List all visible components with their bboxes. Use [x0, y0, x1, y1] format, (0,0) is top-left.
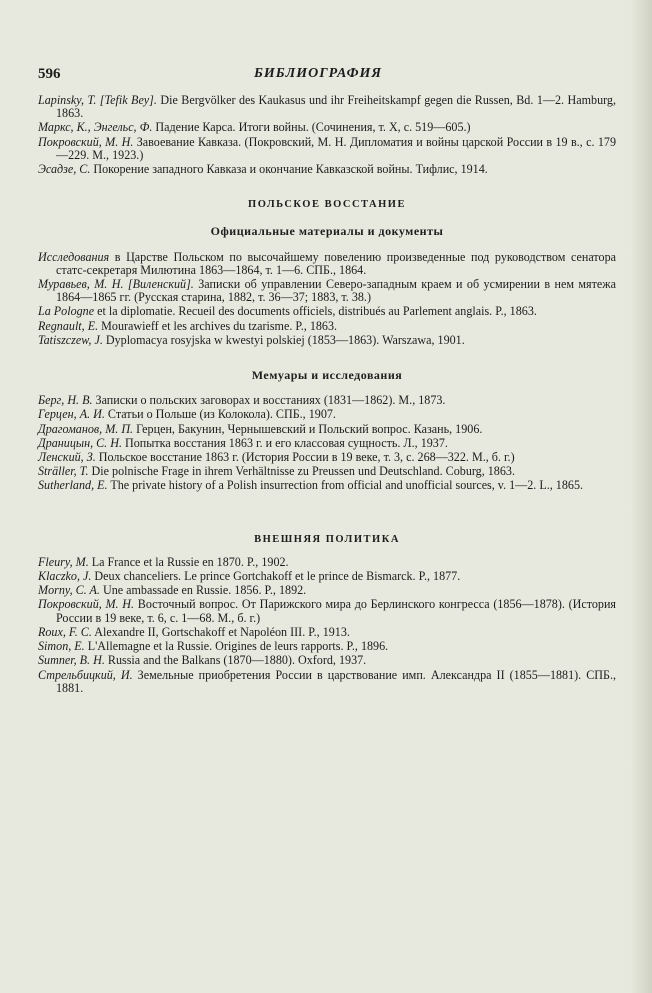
bibliography-entry [38, 626, 616, 639]
official-entries [38, 251, 616, 347]
bibliography-entry [38, 394, 616, 407]
bibliography-entry [38, 479, 616, 492]
bibliography-entry [38, 408, 616, 421]
entry-text: в Царстве Польском по высочайшему повелению произведенные под руководством сенатора статс-секретаря Милютина 1863—1864, т. 1—6. СПБ., 1864. [56, 249, 616, 277]
entry-text: Восточный вопрос. От Парижского мира до Берлинского конгресса (1856—1878). (История России в 19 веке, т. 6, с. 1—68. М., б. г.) [56, 597, 616, 625]
section-title-polish-uprising: ПОЛЬСКОЕ ВОССТАНИЕ [248, 199, 406, 211]
entry-text: Покорение западного Кавказа и окончание Кавказской войны. Тифлис, 1914. [90, 162, 488, 177]
entry-author: Берг, Н. В. [38, 393, 93, 408]
bibliography-entry [38, 423, 616, 436]
entry-text: Alexandre II, Gortschakoff et Napoléon III. P., 1913. [91, 624, 350, 639]
entry-author: Маркс, К., Энгельс, Ф. [38, 120, 153, 135]
section-title-foreign-policy: ВНЕШНЯЯ ПОЛИТИКА [254, 533, 400, 545]
entry-author: Драгоманов, М. П. [38, 421, 134, 436]
page-edge-shadow [630, 0, 652, 993]
bibliography-entry [38, 305, 616, 318]
bibliography-entry [38, 451, 616, 464]
bibliography-entry [38, 334, 616, 347]
entry-author: Муравьев, М. Н. [Виленский]. [38, 277, 194, 292]
bibliography-entry [38, 136, 616, 162]
entry-author: Roux, F. C. [38, 624, 92, 639]
bibliography-content [38, 94, 616, 696]
entry-text: Завоевание Кавказа. (Покровский, М. Н. Дипломатия и войны царской России в 19 в., с. 179—229. М., 1923.) [56, 134, 616, 162]
subsection-title-official: Официальные материалы и документы [210, 224, 444, 239]
bibliography-entry [38, 465, 616, 478]
entry-text: Попытка восстания 1863 г. и его классовая сущность. Л., 1937. [122, 435, 448, 450]
entry-text: Die polnische Frage in ihrem Verhältnisse zu Preussen und Deutschland. Coburg, 1863. [88, 464, 515, 479]
entry-author: Стрельбицкий, И. [38, 667, 133, 682]
entry-author: Покровский, М. Н. [38, 134, 134, 149]
entry-author: La Pologne [38, 304, 95, 319]
entry-text: Mourawieff et les archives du tzarisme. P., 1863. [98, 318, 338, 333]
entry-text: Земельные приобретения России в царствование имп. Александра II (1855—1881). СПБ., 1881. [56, 667, 617, 695]
bibliography-entry [38, 669, 616, 695]
entry-text: The private history of a Polish insurrection from official and unofficial sources, v. 1—2. L., 1865. [107, 478, 584, 493]
entry-text: Dyplomacya rosyjska w kwestyi polskiej (1853—1863). Warszawa, 1901. [102, 332, 465, 347]
bibliography-entry [38, 570, 616, 583]
entry-text: Russia and the Balkans (1870—1880). Oxford, 1937. [104, 653, 367, 668]
page-number: 596 [38, 66, 61, 82]
entry-author: Klaczko, J. [38, 569, 92, 584]
memoir-entries [38, 394, 616, 492]
entry-text: Герцен, Бакунин, Чернышевский и Польский вопрос. Казань, 1906. [133, 421, 483, 436]
bibliography-entry [38, 654, 616, 667]
bibliography-entry [38, 556, 616, 569]
entry-text: Deux chanceliers. Le prince Gortchakoff et le prince de Bismarck. P., 1877. [91, 569, 461, 584]
entry-author: Герцен, А. И. [38, 407, 105, 422]
subsection-title-memoirs: Мемуары и исследования [251, 368, 403, 383]
entry-author: Tatiszczew, J. [38, 332, 103, 347]
entry-author: Morny, C. A. [38, 583, 100, 598]
entry-text: Статьи о Польше (из Колокола). СПБ., 1907. [104, 407, 336, 422]
entry-author: Fleury, M. [38, 554, 89, 569]
entry-text: Записки об управлении Северо-западным краем и об усмирении в нем мятежа 1864—1865 гг. (Русская старина, 1882, т. 36—37; 1883, т. 38.) [56, 277, 616, 305]
bibliography-entry [38, 278, 616, 304]
entry-author: Исследования [38, 249, 110, 264]
bibliography-entry [38, 94, 616, 120]
entry-text: L'Allemagne et la Russie. Origines de leurs rapports. P., 1896. [84, 639, 389, 654]
entry-author: Lapinsky, T. [Tefik Bey]. [38, 93, 157, 107]
entry-text: et la diplomatie. Recueil des documents officiels, distribués au Parlement anglais. P., 1863. [94, 304, 537, 319]
entry-author: Simon, E. [38, 639, 85, 654]
entry-author: Ленский, З. [38, 450, 96, 465]
entry-author: Sutherland, E. [38, 478, 108, 493]
entry-author: Драницын, С. Н. [38, 435, 122, 450]
entry-text: Польское восстание 1863 г. (История России в 19 веке, т. 3, с. 268—322. М., б. г.) [95, 450, 515, 465]
running-head: БИБЛИОГРАФИЯ [253, 66, 383, 81]
page-header [38, 66, 598, 86]
foreign-policy-entries [38, 556, 616, 695]
bibliography-entry [38, 251, 616, 277]
entry-text: Die Bergvölker des Kaukasus und ihr Freiheitskampf gegen die Russen, Bd. 1—2. Hamburg, 1863. [56, 93, 616, 121]
entry-text: Записки о польских заговорах и восстаниях (1831—1862). М., 1873. [92, 393, 446, 408]
bibliography-entry [38, 320, 616, 333]
entry-author: Sträller, T. [38, 464, 89, 479]
bibliography-entry [38, 584, 616, 597]
entry-author: Sumner, B. H. [38, 653, 105, 668]
entry-text: Une ambassade en Russie. 1856. P., 1892. [99, 583, 307, 598]
entry-author: Regnault, E. [38, 318, 99, 333]
bibliography-entry [38, 598, 616, 624]
bibliography-entry [38, 163, 616, 176]
entry-text: Падение Карса. Итоги войны. (Сочинения, т. X, с. 519—605.) [152, 120, 471, 135]
entry-text: La France et la Russie en 1870. P., 1902. [88, 554, 289, 569]
bibliography-entry [38, 437, 616, 450]
caucasus-entries [38, 94, 616, 176]
bibliography-entry [38, 640, 616, 653]
bibliography-entry [38, 121, 616, 134]
entry-author: Эсадзе, С. [38, 162, 91, 177]
entry-author: Покровский, М. Н. [38, 597, 135, 612]
